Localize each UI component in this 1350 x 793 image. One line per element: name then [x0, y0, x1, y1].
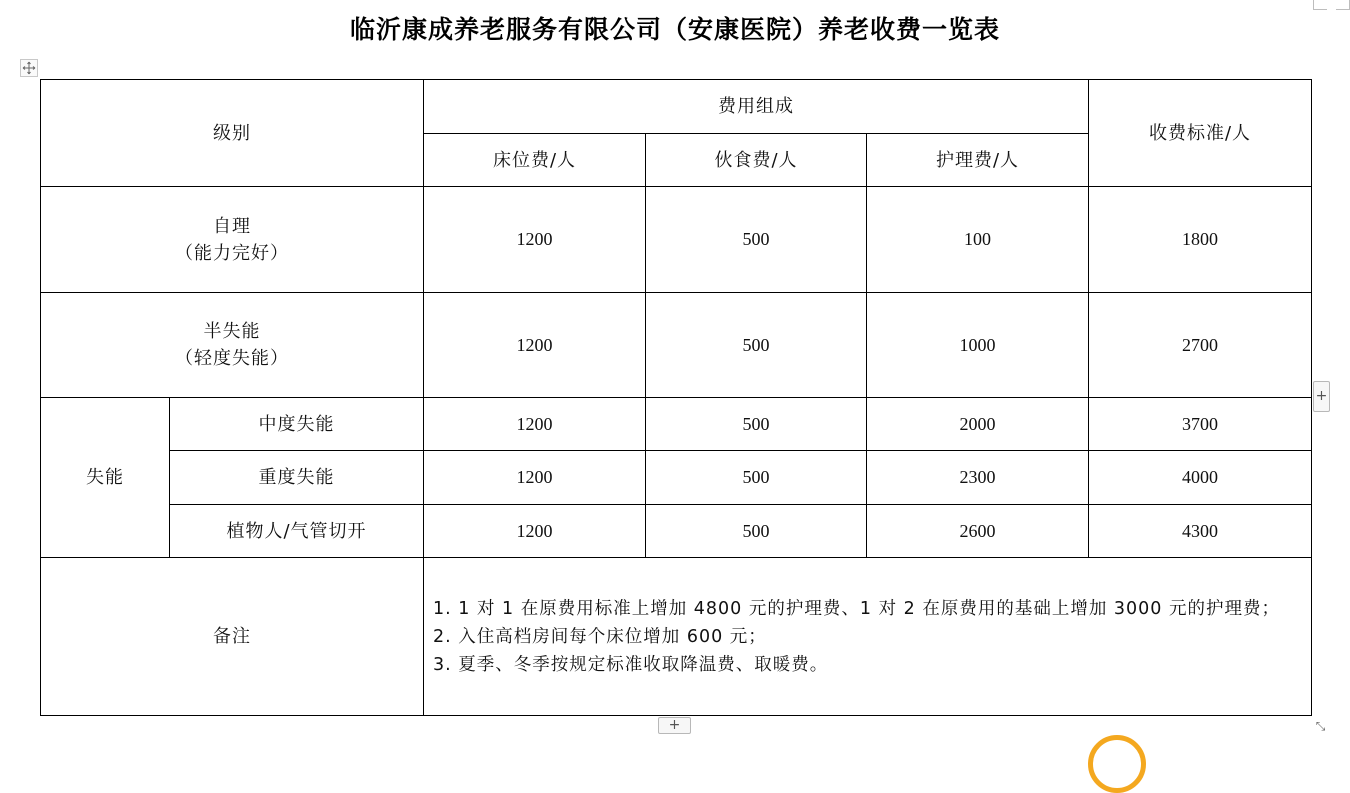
- level-self-care[interactable]: [41, 187, 424, 293]
- food-fee-cell[interactable]: 500: [646, 451, 867, 505]
- total-fee-cell[interactable]: 3700: [1089, 398, 1312, 451]
- fee-table: [40, 79, 1312, 716]
- bed-fee-cell[interactable]: 1200: [424, 505, 646, 558]
- care-fee-cell[interactable]: 1000: [867, 293, 1089, 398]
- food-fee-cell[interactable]: 500: [646, 398, 867, 451]
- table-row: [41, 505, 1312, 558]
- care-fee-cell[interactable]: 2300: [867, 451, 1089, 505]
- table-row: [41, 451, 1312, 505]
- header-level[interactable]: 级别: [41, 80, 424, 187]
- food-fee-cell[interactable]: 500: [646, 505, 867, 558]
- note-line: 1. 1 对 1 在原费用标准上增加 4800 元的护理费、1 对 2 在原费用的基础上增加 3000 元的护理费；: [433, 598, 1280, 619]
- food-fee-cell[interactable]: 500: [646, 293, 867, 398]
- note-line: 2. 入住高档房间每个床位增加 600 元；: [433, 626, 767, 647]
- level-sublabel: （能力完好）: [175, 242, 289, 264]
- table-row: [41, 398, 1312, 451]
- level-vegetative[interactable]: 植物人/气管切开: [170, 505, 424, 558]
- care-fee-cell[interactable]: 100: [867, 187, 1089, 293]
- bed-fee-cell[interactable]: 1200: [424, 187, 646, 293]
- document-title: 临沂康成养老服务有限公司（安康医院）养老收费一览表: [349, 15, 1000, 44]
- header-bed[interactable]: 床位费/人: [424, 134, 646, 187]
- header-total[interactable]: 收费标准/人: [1089, 80, 1312, 187]
- notes-label[interactable]: 备注: [41, 558, 424, 716]
- header-food[interactable]: 伙食费/人: [646, 134, 867, 187]
- level-disabled-group[interactable]: 失能: [41, 398, 170, 558]
- level-label: 半失能: [203, 321, 261, 342]
- total-fee-cell[interactable]: 2700: [1089, 293, 1312, 398]
- resize-icon[interactable]: ⤡: [1315, 719, 1326, 733]
- header-care[interactable]: 护理费/人: [867, 134, 1089, 187]
- add-column-button[interactable]: +: [1313, 381, 1330, 412]
- total-fee-cell[interactable]: 1800: [1089, 187, 1312, 293]
- page-corner-mark-left: [1313, 0, 1327, 10]
- care-fee-cell[interactable]: 2000: [867, 398, 1089, 451]
- level-semi-disabled[interactable]: [41, 293, 424, 398]
- food-fee-cell[interactable]: 500: [646, 187, 867, 293]
- floating-assistant-icon[interactable]: [1088, 735, 1146, 793]
- notes-content[interactable]: [424, 558, 1312, 716]
- level-severe[interactable]: 重度失能: [170, 451, 424, 505]
- table-move-handle[interactable]: [20, 59, 38, 77]
- header-fee-group[interactable]: 费用组成: [424, 80, 1089, 134]
- table-row: [41, 293, 1312, 398]
- note-line: 3. 夏季、冬季按规定标准收取降温费、取暖费。: [433, 654, 829, 675]
- level-sublabel: （轻度失能）: [175, 348, 289, 369]
- level-label: 自理: [213, 215, 251, 237]
- total-fee-cell[interactable]: 4000: [1089, 451, 1312, 505]
- add-row-button[interactable]: +: [658, 717, 691, 734]
- table-row: [41, 187, 1312, 293]
- bed-fee-cell[interactable]: 1200: [424, 451, 646, 505]
- notes-row: [41, 558, 1312, 716]
- bed-fee-cell[interactable]: 1200: [424, 293, 646, 398]
- move-icon: [22, 61, 36, 75]
- page-corner-mark-right: [1336, 0, 1350, 10]
- bed-fee-cell[interactable]: 1200: [424, 398, 646, 451]
- total-fee-cell[interactable]: 4300: [1089, 505, 1312, 558]
- level-moderate[interactable]: 中度失能: [170, 398, 424, 451]
- care-fee-cell[interactable]: 2600: [867, 505, 1089, 558]
